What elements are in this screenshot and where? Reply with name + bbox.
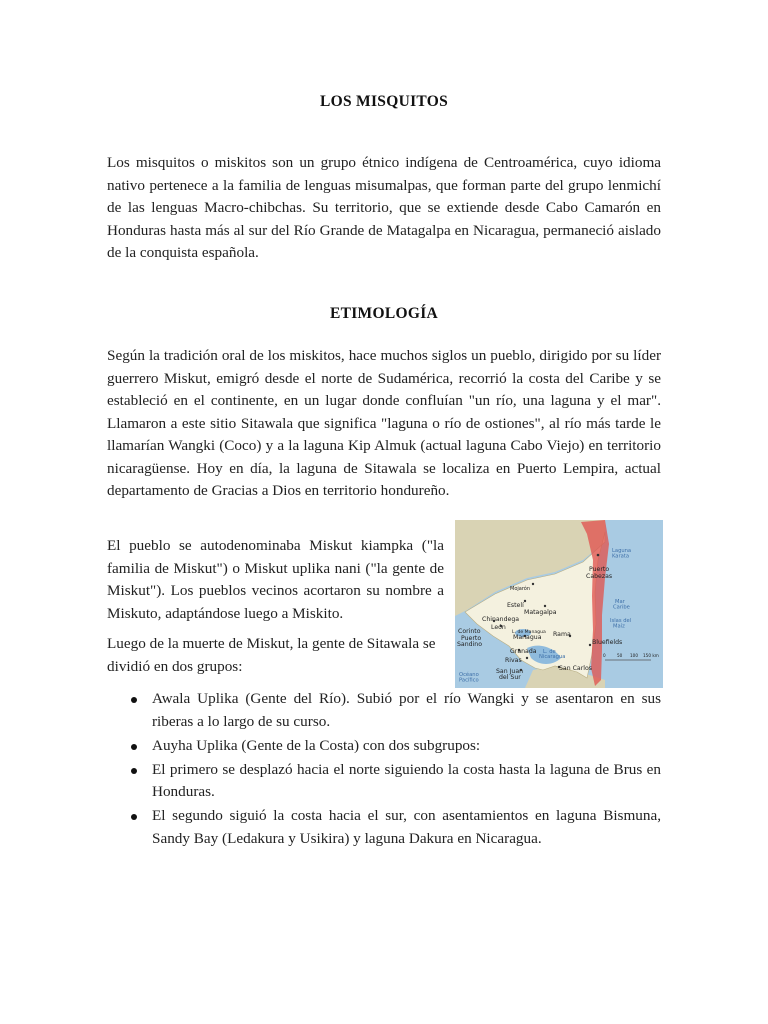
label-managua: Managua xyxy=(513,634,542,641)
city-dot xyxy=(544,605,546,607)
scale-label-0: 0 xyxy=(603,653,606,658)
city-dot xyxy=(589,644,591,646)
scale-label-100: 100 xyxy=(630,653,638,658)
scale-label-150km: 150 km xyxy=(643,653,659,658)
label-esteli: Estelí xyxy=(507,602,524,609)
label-l-de-managua: L. de Managua xyxy=(512,630,546,635)
city-dot xyxy=(524,600,526,602)
division-paragraph: Luego de la muerte de Miskut, la gente de Sitawala se dividió en dos grupos: xyxy=(107,635,436,675)
label-mar-caribe: Mar Caribe xyxy=(613,599,630,611)
label-san-juan-del-sur: San Juan del Sur xyxy=(496,668,524,681)
etymology-paragraph: Según la tradición oral de los miskitos, hace muchos siglos un pueblo, dirigido por su líder guerrero Miskut, emigró desde el norte de Sudamérica, recorrió la costa del Caribe y se estableció en el continente, en un lugar donde confluían "un río, una laguna y el mar". Llamaron a este sitio Sitawala que significa "laguna o río de ostiones", al río más tarde le llamarían Wangki (Coco) y a la laguna Kip Almuk (actual laguna Cabo Viejo) en territorio nicaragüense. Hoy en día, la laguna de Sitawala se localiza en Puerto Lempira, actual departamento de Gracias a Dios en territorio hondureño. xyxy=(107,347,661,499)
bullet-icon xyxy=(131,768,137,774)
label-rivas: Rivas xyxy=(505,657,522,664)
groups-list xyxy=(107,688,661,852)
list-item-text: El segundo siguió la costa hacia el sur, con asentamientos en laguna Bismuna, Sandy Bay (Ledakura y Usikira) y laguna Dakura en Nicaragua. xyxy=(152,807,661,847)
label-san-carlos: San Carlos xyxy=(559,665,592,672)
city-dot xyxy=(526,657,528,659)
list-item-text: El primero se desplazó hacia el norte siguiendo la costa hasta la laguna de Brus en Honduras. xyxy=(152,760,661,800)
self-name-paragraph: El pueblo se autodenominaba Miskut kiampka ("la familia de Miskut") o Miskut uplika nani ("la gente de Miskut"). Los pueblos vecinos acortaron su nombre a Miskuto, adaptándose luego a Miskito. xyxy=(107,537,444,622)
list-item xyxy=(107,688,661,733)
label-bluefields: Bluefields xyxy=(592,639,623,646)
nicaragua-map xyxy=(455,520,663,688)
list-item xyxy=(107,735,661,758)
label-islas-del-maiz: Islas del Maíz xyxy=(610,618,632,630)
etymology-heading: ETIMOLOGÍA xyxy=(329,305,439,322)
label-leon: León xyxy=(491,624,506,631)
list-item-text: Auyha Uplika (Gente de la Costa) con dos subgrupos: xyxy=(152,736,481,754)
map-graphic xyxy=(455,520,663,688)
label-puerto-sandino: Puerto Sandino xyxy=(457,635,482,648)
label-mojaron: Mojarón xyxy=(510,586,530,592)
page-title: LOS MISQUITOS xyxy=(319,93,449,110)
list-item-text: Awala Uplika (Gente del Río). Subió por el río Wangki y se asentaron en sus riberas a lo largo de su curso. xyxy=(152,690,661,730)
label-corinto: Corinto xyxy=(458,628,481,635)
label-oceano-pacifico: Océano Pacífico xyxy=(459,672,479,684)
city-dot xyxy=(532,583,534,585)
intro-paragraph: Los misquitos o miskitos son un grupo étnico indígena de Centroamérica, cuyo idioma nativo pertenece a la familia de lenguas misumalpas, que forman parte del grupo lenmichí de las lenguas Macro-chibchas. Su territorio, que se extiende desde Cabo Camarón en Honduras hasta más al sur del Río Grande de Matagalpa en Nicaragua, permaneció aislado de la conquista española. xyxy=(107,154,661,261)
list-item xyxy=(107,759,661,804)
label-rama: Rama xyxy=(553,631,571,638)
label-puerto-cabezas: Puerto Cabezas xyxy=(586,566,613,580)
bullet-icon xyxy=(131,814,137,820)
label-granada: Granada xyxy=(510,648,537,655)
label-l-de-nicaragua: L. de Nicaragua xyxy=(539,649,566,660)
label-matagalpa: Matagalpa xyxy=(524,609,557,616)
scale-label-50: 50 xyxy=(617,653,623,658)
bullet-icon xyxy=(131,744,137,750)
bullet-icon xyxy=(131,697,137,703)
list-item xyxy=(107,805,661,850)
label-chinandega: Chinandega xyxy=(482,616,520,623)
label-laguna-karata: Laguna Karata xyxy=(612,548,632,560)
city-dot xyxy=(597,554,600,557)
